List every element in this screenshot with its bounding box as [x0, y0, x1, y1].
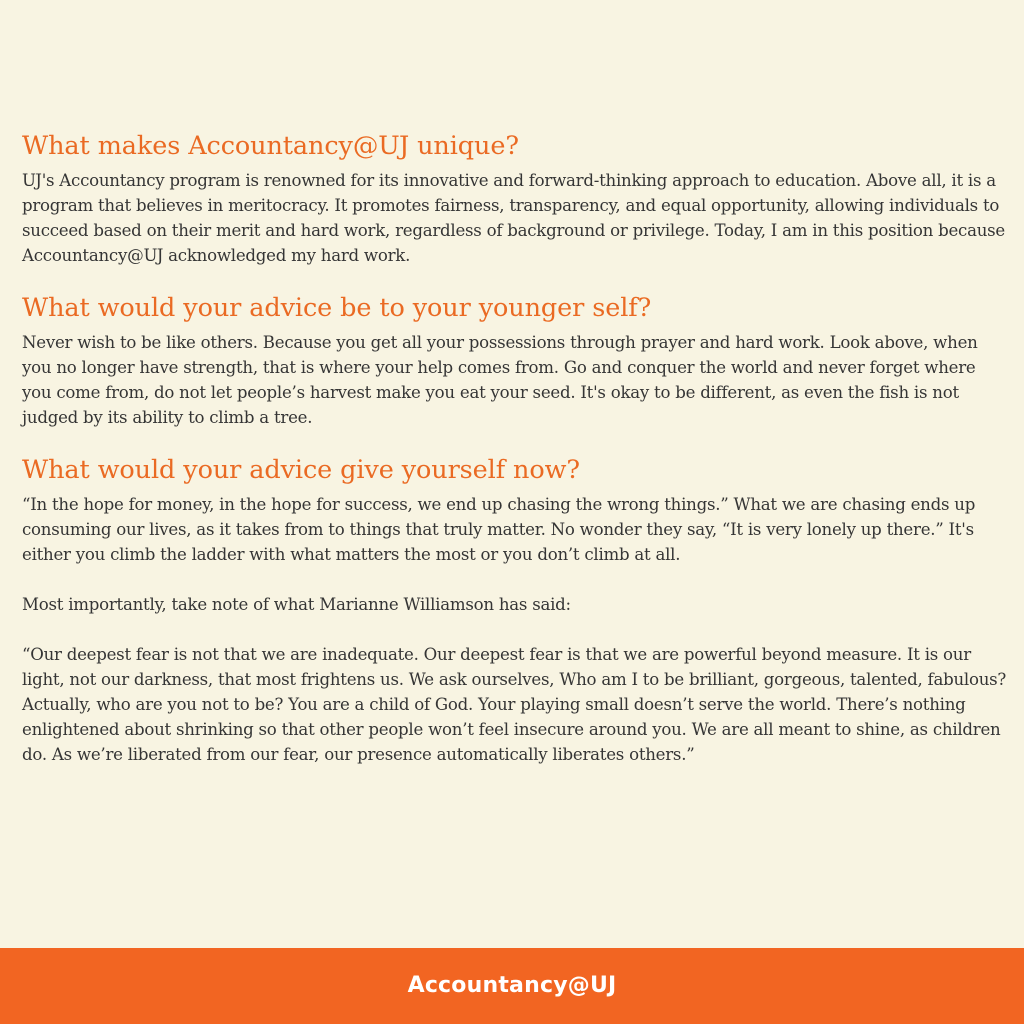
section-heading-younger-self: What would your advice be to your younger self? [22, 293, 652, 323]
section-heading-unique: What makes Accountancy@UJ unique? [22, 131, 519, 161]
footer-brand: Accountancy@UJ [407, 972, 617, 998]
section-paragraph-unique: UJ's Accountancy program is renowned for its innovative and forward-thinking approach to education. Above all, it is a program that believes in meritocracy. It promotes fairness, transparency, and equal opportunity, allowing individuals to succeed based on their merit and hard work, regardless of background or privilege. Today, I am in this position because Accountancy@UJ acknowledged my hard work. [22, 171, 1005, 265]
section-paragraph-younger-self: Never wish to be like others. Because you get all your possessions through prayer and hard work. Look above, when you no longer have strength, that is where your help comes from. Go and conquer the world and never forget where you come from, do not let people’s harvest make you eat your seed. It's okay to be different, as even the fish is not judged by its ability to climb a tree. [22, 333, 978, 427]
section-spacer [22, 268, 1007, 290]
footer-bar [0, 948, 1024, 1024]
paragraph-spacer [22, 617, 1007, 642]
section-paragraph-quote: “Our deepest fear is not that we are inadequate. Our deepest fear is that we are powerful beyond measure. It is our light, not our darkness, that most frightens us. We ask ourselves, Who am I to be brilliant, gorgeous, talented, fabulous? Actually, who are you not to be? You are a child of God. Your playing small doesn’t serve the world. There’s nothing enlightened about shrinking so that other people won’t feel insecure around you. We are all meant to shine, as children do. As we’re liberated from our fear, our presence automatically liberates others.” [22, 645, 1007, 764]
section-spacer [22, 430, 1007, 452]
section-heading-yourself-now: What would your advice give yourself now? [22, 455, 580, 485]
paragraph-spacer [22, 567, 1007, 592]
section-paragraph-chasing: “In the hope for money, in the hope for success, we end up chasing the wrong things.” What we are chasing ends up consuming our lives, as it takes from to things that truly matter. No wonder they say, “It is very lonely up there.” It's either you climb the ladder with what matters the most or you don’t climb at all. [22, 495, 976, 564]
article-content [22, 128, 1007, 767]
section-paragraph-take-note: Most importantly, take note of what Marianne Williamson has said: [22, 595, 571, 614]
